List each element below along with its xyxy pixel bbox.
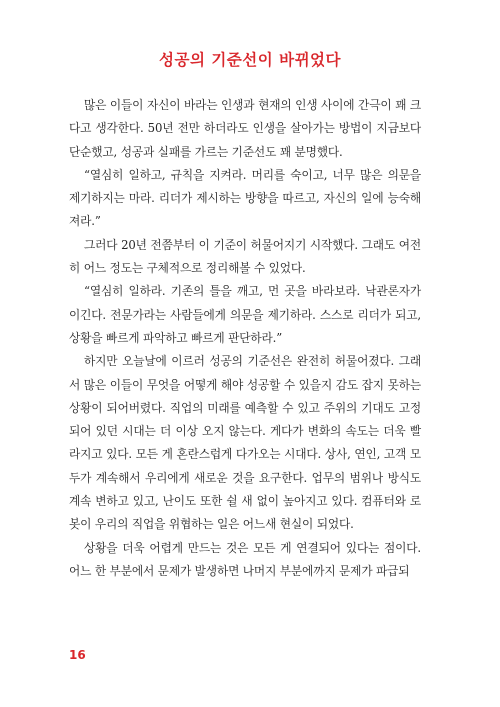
paragraph: 상황을 더욱 어렵게 만드는 것은 모든 게 연결되어 있다는 점이다. 어느 한 부분에서 문제가 발생하면 나머지 부분에까지 문제가 파급되: [69, 540, 421, 578]
body-text: [69, 94, 421, 583]
paragraph: “열심히 일하라. 기존의 틀을 깨고, 먼 곳을 바라보라. 낙관론자가 이긴다. 전문가라는 사람들에게 의문을 제기하라. 스스로 리더가 되고, 상황을 빠르게 파악하고 빠르게 판단하라.”: [69, 284, 421, 345]
paragraph: 많은 이들이 자신이 바라는 인생과 현재의 인생 사이에 간극이 꽤 크다고 생각한다. 50년 전만 하더라도 인생을 살아가는 방법이 지금보다 단순했고, 성공과 실패를 가르는 기준선도 꽤 분명했다.: [69, 98, 421, 159]
paragraph: 그러다 20년 전쯤부터 이 기준이 허물어지기 시작했다. 그래도 여전히 어느 정도는 구체적으로 정리해볼 수 있었다.: [69, 237, 421, 276]
paragraph: 하지만 오늘날에 이르러 성공의 기준선은 완전히 허물어졌다. 그래서 많은 이들이 무엇을 어떻게 해야 성공할 수 있을지 감도 잡지 못하는 상황이 되어버렸다. 직업의 미래를 예측할 수 있고 주위의 기대도 고정되어 있던 시대는 더 이상 오지 않는다. 게다가 변화의 속도는 더욱 빨라지고 있다. 모든 게 혼란스럽게 다가오는 시대다. 상사, 연인, 고객 모두가 계속해서 우리에게 새로운 것을 요구한다. 업무의 범위나 방식도 계속 변하고 있고, 난이도 또한 쉴 새 없이 높아지고 있다. 컴퓨터와 로봇이 우리의 직업을 위협하는 일은 어느새 현실이 되었다.: [69, 354, 421, 532]
chapter-title: 성공의 기준선이 바뀌었다: [159, 51, 341, 69]
page-number: 16: [69, 648, 86, 662]
paragraph: “열심히 일하고, 규칙을 지켜라. 머리를 숙이고, 너무 많은 의문을 제기하지는 마라. 리더가 제시하는 방향을 따르고, 자신의 일에 능숙해져라.”: [69, 167, 421, 229]
